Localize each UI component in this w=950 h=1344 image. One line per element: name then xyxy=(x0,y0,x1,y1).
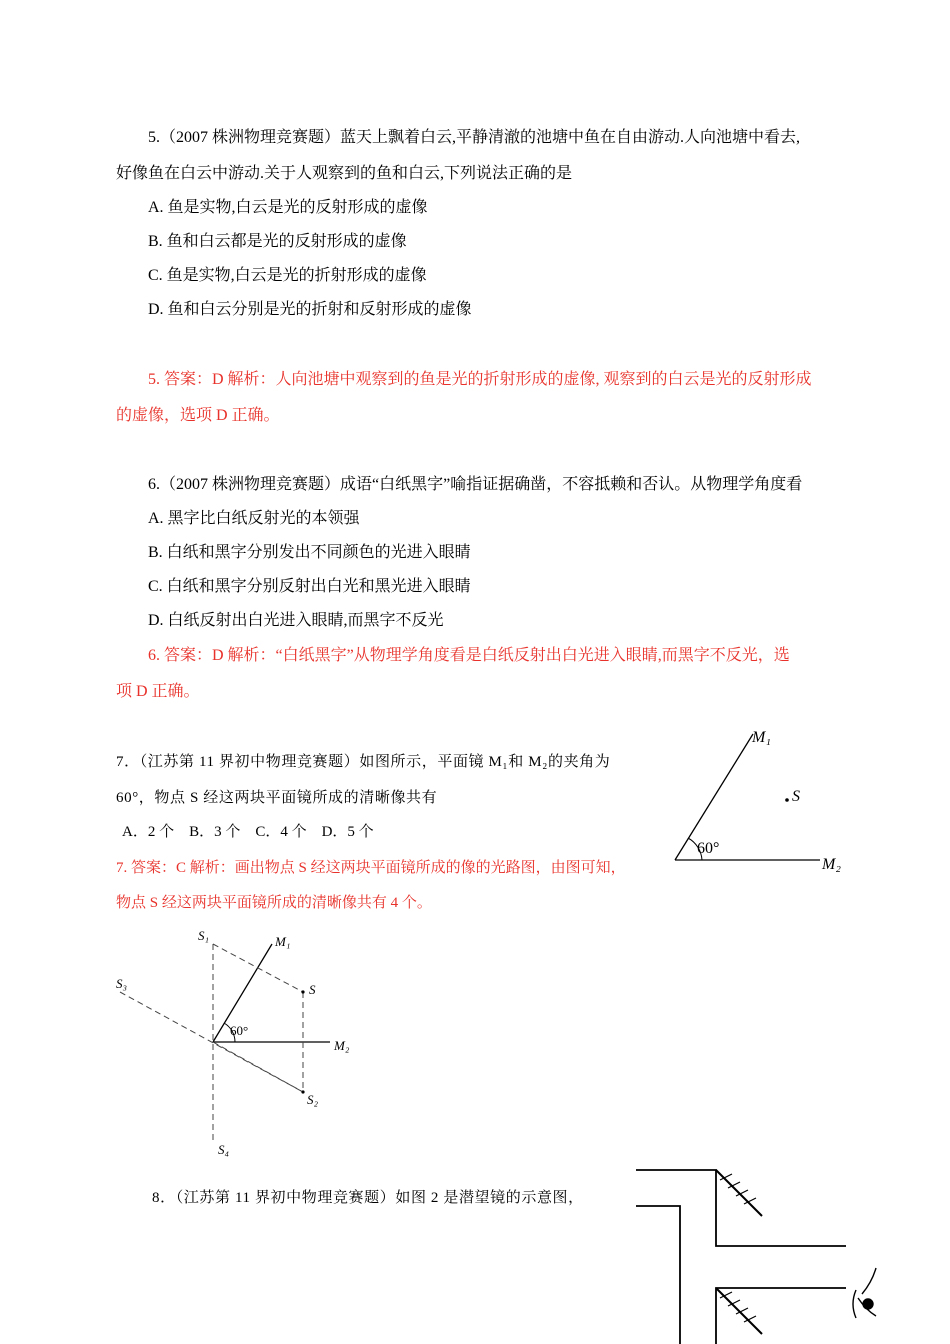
periscope-inner-wall xyxy=(636,1206,680,1344)
fig2-s2-label: S₂ xyxy=(307,1092,319,1107)
q6-option-b: B. 白纸和黑字分别发出不同颜色的光进入眼睛 xyxy=(148,544,471,561)
fig2-angle-label: 60° xyxy=(230,1023,249,1038)
fig2-m2-label: M₂ xyxy=(334,1038,350,1053)
periscope-outer-wall xyxy=(636,1170,846,1246)
q5-stem-line1: 5.（2007 株洲物理竞赛题）蓝天上飘着白云,平静清澈的池塘中鱼在自由游动.人向池塘中看去, xyxy=(148,129,801,146)
q5-stem-line2: 好像鱼在白云中游动.关于人观察到的鱼和白云,下列说法正确的是 xyxy=(116,165,573,182)
s-label: S xyxy=(792,788,800,805)
periscope-lower-wall xyxy=(716,1288,846,1344)
q5-answer-line1: 5. 答案：D 解析：人向池塘中观察到的鱼是光的折射形成的虚像, 观察到的白云是光的反射形成 xyxy=(148,371,812,388)
angle-label: 60° xyxy=(697,840,720,857)
q6-option-d: D. 白纸反射出白光进入眼睛,而黑字不反光 xyxy=(148,612,444,629)
mirror-angle-figure xyxy=(660,722,860,882)
q7-stem-line2: 60°，物点 S 经这两块平面镜所成的清晰像共有 xyxy=(116,790,438,806)
q5-option-b: B. 鱼和白云都是光的反射形成的虚像 xyxy=(148,233,407,250)
fig2-s1-label: S₁ xyxy=(198,928,210,943)
q7-options: A．2 个 B．3 个 C．4 个 D．5 个 xyxy=(122,824,374,840)
fig2-s4-label: S₄ xyxy=(218,1142,230,1157)
image-construction-figure xyxy=(110,922,370,1162)
q5-option-c: C. 鱼是实物,白云是光的折射形成的虚像 xyxy=(148,267,427,284)
q6-answer-line2: 项 D 正确。 xyxy=(116,683,200,700)
q8-stem: 8．（江苏第 11 界初中物理竞赛题）如图 2 是潜望镜的示意图， xyxy=(152,1190,584,1206)
q6-option-c: C. 白纸和黑字分别反射出白光和黑光进入眼睛 xyxy=(148,578,471,595)
q5-option-a: A. 鱼是实物,白云是光的反射形成的虚像 xyxy=(148,199,428,216)
point-s xyxy=(785,798,789,802)
fig2-s-label: S xyxy=(309,982,316,997)
fig2-point-s xyxy=(301,990,304,993)
q7-answer-line1: 7. 答案：C 解析：画出物点 S 经这两块平面镜所成的像的光路图，由图可知， xyxy=(116,860,626,876)
upper-mirror xyxy=(716,1170,762,1216)
fig2-point-s2 xyxy=(301,1090,304,1093)
q7-answer-line2: 物点 S 经这两块平面镜所成的清晰像共有 4 个。 xyxy=(116,895,432,911)
q5-option-d: D. 鱼和白云分别是光的折射和反射形成的虚像 xyxy=(148,301,472,318)
periscope-figure xyxy=(636,1164,936,1344)
q6-stem: 6.（2007 株洲物理竞赛题）成语“白纸黑字”喻指证据确凿，不容抵赖和否认。从物理学角度看 xyxy=(148,476,803,493)
construction-lines xyxy=(120,944,303,1142)
eye-icon xyxy=(853,1268,876,1318)
q6-option-a: A. 黑字比白纸反射光的本领强 xyxy=(148,510,360,527)
m1-label: M₁ xyxy=(752,729,771,746)
lower-mirror xyxy=(716,1288,762,1334)
m2-label: M₂ xyxy=(822,856,841,873)
q7-stem-line1: 7．（江苏第 11 界初中物理竞赛题）如图所示，平面镜 M₁和 M₂的夹角为 xyxy=(116,754,611,770)
q5-answer-line2: 的虚像，选项 D 正确。 xyxy=(116,407,280,424)
fig2-s3-label: S₃ xyxy=(116,976,128,991)
fig2-m1-label: M₁ xyxy=(275,934,291,949)
q6-answer-line1: 6. 答案：D 解析：“白纸黑字”从物理学角度看是白纸反射出白光进入眼睛,而黑字不反光，选 xyxy=(148,647,790,664)
